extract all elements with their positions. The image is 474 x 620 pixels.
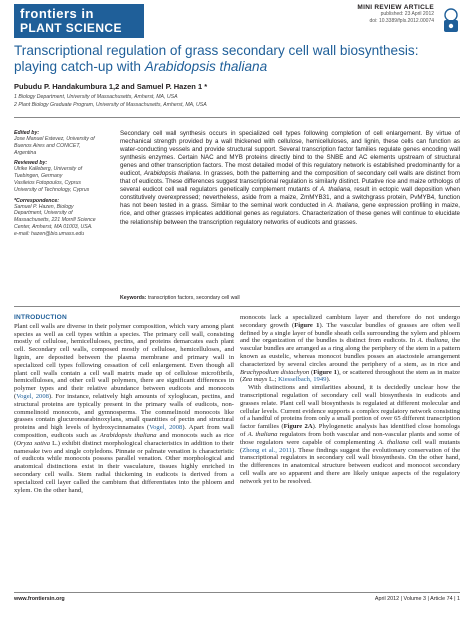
footer-issue-info: April 2012 | Volume 3 | Article 74 | 1 [374, 596, 460, 602]
logo-line-2: PLANT SCIENCE [20, 21, 122, 35]
abstract-species: Arabidopsis thaliana [143, 170, 200, 178]
correspondence-heading: *Correspondence: [14, 197, 59, 204]
body-text: regulators from both vascular and non-vascular plants and some of those regulators were capable of complementing [240, 430, 460, 446]
species-name: Brachypodium distachyon [240, 368, 310, 376]
article-meta [357, 4, 434, 24]
keywords [120, 295, 240, 301]
abstract [120, 130, 460, 227]
abstract-divider [14, 306, 460, 307]
citation-link[interactable]: Vogel, 2008 [149, 424, 183, 432]
species-name: Arabidopsis thaliana [99, 431, 157, 439]
body-text: ). For instance, relatively high amounts of xyloglucan, pectins, and structural proteins are typically present in the primary walls of eudicots, non-commelinoid monocots, and gymnosperms. The commelinoid monocots like grasses contain glucuronoarabinoxylans, small quantities of pectin and structural proteins and high levels of hydroxycinnamates ( [14, 392, 234, 432]
body-text: ( [309, 368, 314, 376]
header-divider [14, 117, 460, 118]
citation-link[interactable]: Kiesselbach, 1949 [278, 376, 327, 384]
citation-link[interactable]: Vogel, 2008 [16, 392, 49, 400]
body-paragraph [240, 314, 460, 384]
body-text: cell wall mutants ( [240, 438, 460, 454]
journal-logo[interactable] [14, 4, 144, 38]
body-paragraph [14, 323, 234, 495]
body-text: ). Phylogenetic analysis has identified close homologs of [240, 423, 460, 438]
species-name: A. thaliana [417, 337, 448, 345]
logo-line-1: frontiers in [20, 6, 94, 21]
keywords-text: transcription factors, secondary cell wall [146, 295, 240, 301]
abstract-text: , gene expression profiling in maize, rice, and other grasses implicates additional genes as regulators. Characterization of these genes will continue to elucidate the relationship between the transcription regulatory networks of eudicots and grasses. [120, 202, 460, 226]
body-text: L.) exhibit distinct morphological characteristics in addition to their namesake two and single cotyledons. Pinnate or palmate venation is characteristic of eudicots while monocots possess parallel venation. Other morphological and anatomical distinctions exist in their vasculature, tissues highly enriched in secondary cell walls. Stem radial thickening in eudicots is derived from a specialized cell layer called the cambium that differentiates into the phloem and xylem. On the other hand, [14, 439, 234, 494]
footer-divider [14, 592, 460, 593]
species-name: Zea mays [242, 376, 268, 384]
correspondence-text[interactable]: Samuel P. Hazen, Biology Department, University of Massachusetts, 221 Morrill Science Center, Amherst, MA 01003, USA. e-mail: hazen@bio.umass.edu [14, 203, 96, 237]
reviewed-by-text: Ulrike Kalleberg, University of Tuebingen, Germany Vasileios Fotopoulos, Cyprus University of Technology, Cyprus [14, 166, 90, 193]
doi[interactable]: doi: 10.3389/fpls.2012.00074 [369, 17, 434, 24]
footer-site-link[interactable]: www.frontiersin.org [14, 596, 65, 602]
journal-header [0, 0, 474, 44]
body-text: and monocots such as rice ( [14, 431, 234, 447]
author-list: Pubudu P. Handakumbura 1,2 and Samuel P. Hazen 1 * [14, 82, 208, 91]
affiliation-2: 2 Plant Biology Graduate Program, University of Massachusetts, Amherst, MA, USA [14, 102, 207, 108]
published-date: published: 23 April 2012 [380, 11, 434, 17]
article-type: MINI REVIEW ARTICLE [357, 4, 434, 11]
open-access-emblem-icon [440, 6, 462, 34]
body-column-right [240, 314, 460, 486]
abstract-text: , result in ectopic wall deposition when constitutively overexpressed; nevertheless, aside from a maize, ZmMYB31, and a switchgrass protein, PvMYB4, function has not been tested in a grass. Similar to the seminal work conducted in [120, 186, 461, 210]
body-text: ). [326, 376, 331, 384]
abstract-text: . In grasses, both the patterning and the composition of secondary cell walls are distinct from that of eudicots. These differences suggest transcriptional regulation is similarly distinct. Putative rice and maize orthologs of several eudicot cell wall regulators genetically complement mutants of [120, 170, 460, 194]
body-text: L.; [267, 376, 279, 384]
body-text: monocots lack a specialized cambium layer and therefore do not undergo secondary growth ( [240, 314, 460, 329]
title-text: Transcriptional regulation of grass secondary cell wall biosynthesis: playing catch-up with [14, 43, 419, 74]
body-text: With distinctions and similarities abound, it is decidedly unclear how the transcriptional regulation of secondary cell wall biosynthesis in eudicots and grasses relate. Plant cell wall biosynthesis is regulated at different molecular and cellular levels. Current evidence supports a complex regulatory network consisting of a handful of proteins from only a small portion of over 65 different transcription factor families ( [240, 384, 460, 431]
abstract-species: A. thaliana [320, 186, 351, 194]
body-text: ). Apart from wall composition, eudicots such as [14, 424, 235, 439]
abstract-species: A. thaliana [328, 202, 358, 210]
species-name: A. thaliana [247, 430, 278, 438]
section-heading-introduction: INTRODUCTION [14, 314, 67, 321]
edited-by-heading: Edited by: [14, 130, 40, 136]
species-name: Oryza sativa [16, 439, 51, 447]
species-name: A. thaliana [378, 438, 409, 446]
reviewed-by-heading: Reviewed by: [14, 160, 48, 167]
body-text: , the vascular bundles are arranged as a ring along the periphery of the stem in a pattern known as eustelic, whereas monocot bundles posses an atactostele arrangement characterized by several circles around the periphery of a stem, as in rice and [240, 337, 460, 368]
body-text: ). The vascular bundles of grasses are often well defined by a single layer of bundle sheath cells surrounding the xylem and phloem and the organization of the bundles is distinct from eudicots. In [240, 321, 460, 345]
edited-by-text: Jose Manuel Estevez, University of Buenos Aires and CONICET, Argentina [14, 136, 95, 156]
figure-link[interactable]: Figure 1 [294, 321, 320, 329]
citation-link[interactable]: Zhong et al., 2011 [242, 446, 293, 454]
body-paragraph [240, 384, 460, 485]
body-text: ). These findings suggest the evolutionary conservation of the transcriptional regulators in secondary cell wall biosynthesis. On the other hand, the differences in anatomical structure between eudicot and monocot secondary cell walls are so apparent and there are likely unique aspects of the regulatory network yet to be resolved. [240, 446, 461, 485]
affiliation-1: 1 Biology Department, University of Massachusetts, Amherst, MA, USA [14, 94, 178, 100]
body-text: Plant cell walls are diverse in their polymer composition, which vary among plant species as well as cell types within a species. The primary cell wall, consisting mostly of cellulose, hemicelluloses, pectins, and proteins demarcates each plant cell. Secondary cell walls, composed mostly of cellulose, hemicelluloses, and lignin, are deposited between the plasma membrane and primary wall in specialized cell types following cessation of cell enlargement. Even though all plant cell walls contain a cell wall matrix made up of cellulose microfibrils, hemicelluloses, and other cell wall polymers, there are significant differences in polymer types and their relative abundance between eudicots and monocots ( [14, 322, 234, 400]
abstract-text: Secondary cell wall synthesis occurs in specialized cell types following completion of cell enlargement. By virtue of mechanical strength provided by a wall thickened with cellulose, hemicelluloses, and lignin, these cells can function as water-conducting vessels and provide structural support. Several transcription factor families regulate genes encoding wall synthesis enzymes. Certain NAC and MYB proteins directly bind to the SNBE and AC elements upstream of structural genes and other transcription factors. The most detailed model of this regulatory network is established predominantly for a eudicot, [120, 130, 460, 178]
figure-link[interactable]: Figure 1 [313, 368, 337, 376]
keywords-heading: Keywords: [120, 295, 147, 301]
body-text: ), or scattered throughout the stem as in maize ( [240, 368, 460, 384]
article-title [14, 43, 454, 75]
figure-link[interactable]: Figure 2A [283, 423, 313, 431]
editorial-sidebar [14, 130, 106, 242]
body-column-left [14, 314, 234, 494]
title-species: Arabidopsis thaliana [144, 59, 268, 74]
